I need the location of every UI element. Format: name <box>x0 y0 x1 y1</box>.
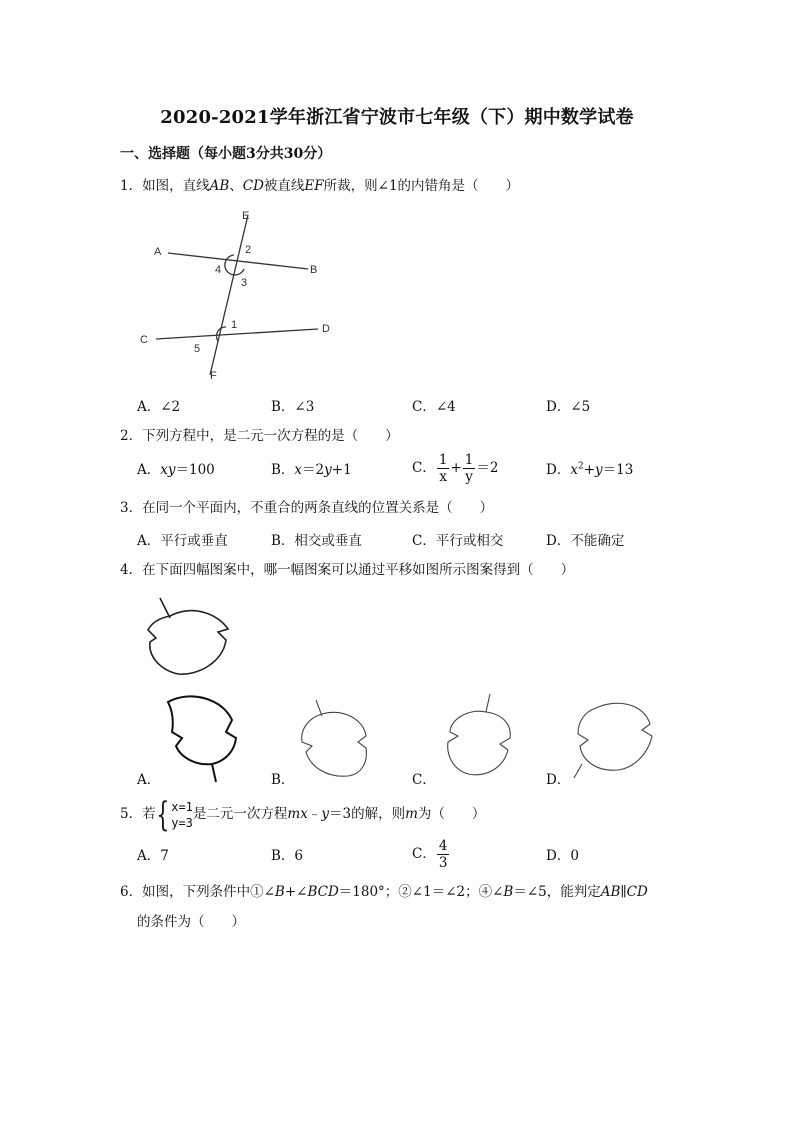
q1-option-d[interactable]: D．∠5 <box>546 399 591 415</box>
fig-angle-5: 5 <box>194 343 201 355</box>
question-1: 1．如图，直线AB、CD被直线EF所裁，则∠1的内错角是（ ） <box>120 178 520 194</box>
question-4: 4．在下面四幅图案中，哪一幅图案可以通过平移如图所示图案得到（ ） <box>120 562 575 578</box>
q1-options <box>137 395 737 415</box>
q2-option-d[interactable]: D．$x^2+y=13$ <box>546 461 634 478</box>
q5-option-d[interactable]: D．0 <box>546 848 579 864</box>
q3-option-c[interactable]: C．平行或相交 <box>412 533 504 549</box>
fig-angle-1: 1 <box>231 319 238 331</box>
q2-option-c[interactable]: C． $\frac{1}{x}$ + $\frac{1}{y}$ ＝2 <box>412 452 499 485</box>
q3-options <box>137 529 737 549</box>
q1-option-c[interactable]: C．∠4 <box>412 399 456 415</box>
section-heading: 一、选择题（每小题3分共30分） <box>120 146 332 162</box>
q5-options <box>137 838 737 874</box>
q5-option-c[interactable]: C． $\frac{4}{3}$ <box>412 838 448 871</box>
q4-option-b[interactable]: B． <box>271 772 295 788</box>
fig-label-A: A <box>154 246 162 258</box>
q3-option-a[interactable]: A．平行或垂直 <box>137 533 228 549</box>
equation-system: x=1 y=3 <box>171 799 193 830</box>
fig-angle-3: 3 <box>241 277 248 289</box>
question-2: 2．下列方程中，是二元一次方程的是（ ） <box>120 428 399 444</box>
question-3: 3．在同一个平面内，不重合的两条直线的位置关系是（ ） <box>120 500 494 516</box>
fig-angle-4: 4 <box>215 264 222 276</box>
q4-option-c[interactable]: C． <box>412 772 436 788</box>
q4-options <box>137 768 737 788</box>
exam-title: 2020-2021学年浙江省宁波市七年级（下）期中数学试卷 <box>160 107 634 128</box>
question-6: 6．如图，下列条件中①∠B+∠BCD＝180°；②∠1＝∠2；④∠B＝∠5，能判定AB∥CD <box>120 884 648 900</box>
question-5: 5．若{ x=1 y=3 是二元一次方程mx﹣y＝3的解，则m为（ ） <box>120 794 486 835</box>
fig-angle-2: 2 <box>245 244 252 256</box>
q2-option-a[interactable]: A．xy＝100 <box>137 462 215 478</box>
q3-option-b[interactable]: B．相交或垂直 <box>271 533 362 549</box>
q5-option-a[interactable]: A．7 <box>137 848 169 864</box>
system-brace: { <box>155 794 169 835</box>
leaf-original-figure <box>138 594 238 684</box>
fig-label-F: F <box>210 370 217 382</box>
fig-label-B: B <box>310 264 318 276</box>
q4-option-a[interactable]: A． <box>137 772 161 788</box>
q1-option-a[interactable]: A．∠2 <box>137 399 181 415</box>
figure-parallel-lines <box>138 207 338 382</box>
fig-label-D: D <box>322 323 330 335</box>
q1-option-b[interactable]: B．∠3 <box>271 399 315 415</box>
q3-option-d[interactable]: D．不能确定 <box>546 533 625 549</box>
fig-label-E: E <box>242 210 250 222</box>
question-6-line2: 的条件为（ ） <box>137 914 245 930</box>
q2-options <box>137 452 737 488</box>
fig-label-C: C <box>140 334 148 346</box>
q5-option-b[interactable]: B．6 <box>271 848 304 864</box>
q2-option-b[interactable]: B．x＝2y+1 <box>271 462 352 478</box>
q4-option-d[interactable]: D． <box>546 772 571 788</box>
